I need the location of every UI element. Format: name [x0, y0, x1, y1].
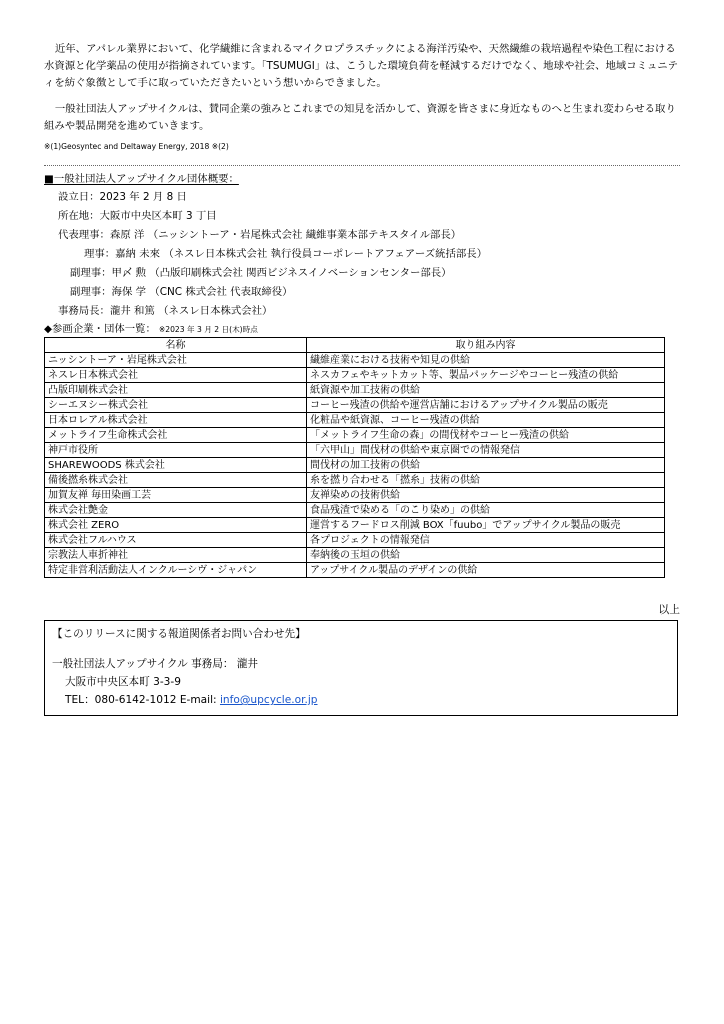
table-row [45, 518, 665, 533]
table-row [45, 563, 665, 578]
table-row [45, 428, 665, 443]
participant-activity: 間伐材の加工技術の供給 [307, 458, 665, 473]
mission-paragraph: 一般社団法人アップサイクルは、賛同企業の強みとこれまでの知見を活かして、資源を皆さまに身近なものへと生まれ変わらせる取り組みや製品開発を進めていきます。 [44, 103, 676, 132]
participant-name: 神戸市役所 [45, 443, 307, 458]
org-established: 設立日：2023 年 2 月 8 日 [58, 191, 187, 203]
table-row [45, 398, 665, 413]
org-vice-director-2: 副理事：海保 学 （CNC 株式会社 代表取締役） [70, 286, 293, 298]
participant-activity: 運営するフードロス削減 BOX「fuubo」でアップサイクル製品の販売 [307, 518, 665, 533]
table-row [45, 533, 665, 548]
participant-activity: 「メットライフ生命の森」の間伐材やコーヒー残渣の供給 [307, 428, 665, 443]
participants-title: ◆参画企業・団体一覧： [44, 323, 156, 335]
table-row [45, 488, 665, 503]
participant-activity: コーヒー残渣の供給や運営店舗におけるアップサイクル製品の販売 [307, 398, 665, 413]
table-header-row [45, 338, 665, 353]
table-row [45, 368, 665, 383]
participant-name: ニッシントーア・岩尾株式会社 [45, 353, 307, 368]
table-row [45, 353, 665, 368]
org-representative: 代表理事：森原 洋 （ニッシントーア・岩尾株式会社 繊維事業本部テキスタイル部長） [58, 229, 462, 241]
table-row [45, 458, 665, 473]
participant-name: 日本ロレアル株式会社 [45, 413, 307, 428]
org-director: 理事：嘉納 未來 （ネスレ日本株式会社 執行役員コーポレートアフェアーズ統括部長） [84, 248, 488, 260]
participant-activity: 糸を撚り合わせる「撚糸」技術の供給 [307, 473, 665, 488]
participants-heading [44, 322, 258, 337]
participant-name: ネスレ日本株式会社 [45, 368, 307, 383]
table-row [45, 503, 665, 518]
participant-activity: アップサイクル製品のデザインの供給 [307, 563, 665, 578]
participant-activity: 各プロジェクトの情報発信 [307, 533, 665, 548]
participants-table-body [45, 353, 665, 578]
participant-activity: 繊維産業における技術や知見の供給 [307, 353, 665, 368]
contact-address: 大阪市中央区本町 3-3-9 [65, 676, 181, 688]
participant-name: SHAREWOODS 株式会社 [45, 458, 307, 473]
table-row [45, 548, 665, 563]
participant-name: 株式会社艶金 [45, 503, 307, 518]
participant-name: 特定非営利活動法人インクルーシヴ・ジャパン [45, 563, 307, 578]
participant-name: メットライフ生命株式会社 [45, 428, 307, 443]
participant-name: 加賀友禅 毎田染画工芸 [45, 488, 307, 503]
contact-tel: TEL：080-6142-1012 E-mail: [65, 694, 220, 706]
participant-activity: 友禅染めの技術供給 [307, 488, 665, 503]
participant-name: 備後撚糸株式会社 [45, 473, 307, 488]
table-row [45, 413, 665, 428]
table-row [45, 383, 665, 398]
org-vice-director-1: 副理事：甲〆 勲 （凸版印刷株式会社 関西ビジネスイノベーションセンター部長） [70, 267, 452, 279]
table-row [45, 473, 665, 488]
contact-org: 一般社団法人アップサイクル 事務局： 瀧井 [52, 658, 259, 670]
org-secretary-general: 事務局長：瀧井 和篤 （ネスレ日本株式会社） [58, 305, 273, 317]
participants-date-note: ※2023 年 3 月 2 日(木)時点 [158, 325, 258, 334]
footnote: ※(1)Geosyntec and Deltaway Energy, 2018 ※(2) [44, 142, 229, 151]
column-header-name: 名称 [45, 338, 307, 353]
org-overview-title: ■一般社団法人アップサイクル団体概要： [44, 173, 239, 185]
press-contact-box [44, 620, 678, 716]
participant-activity: ネスカフェやキットカット等、製品パッケージやコーヒー残渣の供給 [307, 368, 665, 383]
participant-activity: 奉納後の玉垣の供給 [307, 548, 665, 563]
table-row [45, 443, 665, 458]
contact-title: 【このリリースに関する報道関係者お問い合わせ先】 [52, 628, 306, 640]
participant-activity: 「六甲山」間伐材の供給や東京圏での情報発信 [307, 443, 665, 458]
participant-name: 凸版印刷株式会社 [45, 383, 307, 398]
dotted-divider [44, 165, 680, 166]
participant-activity: 化粧品や紙資源、コーヒー残渣の供給 [307, 413, 665, 428]
column-header-activity: 取り組み内容 [307, 338, 665, 353]
org-address: 所在地：大阪市中央区本町 3 丁目 [58, 210, 217, 222]
intro-paragraph: 近年、アパレル業界において、化学繊維に含まれるマイクロプラスチックによる海洋汚染や、天然繊維の栽培過程や染色工程における水資源と化学薬品の使用が指摘されています。「TSUMUGI」は、こうした環境負荷を軽減するだけでなく、地球や社会、地域コミュニティを紡ぐ象徴として手に取っていただきたいという想いからできました。 [44, 43, 679, 89]
participant-name: 株式会社 ZERO [45, 518, 307, 533]
contact-email-link[interactable]: info@upcycle.or.jp [219, 694, 318, 706]
contact-tel-email [65, 692, 318, 708]
participant-name: 株式会社フルハウス [45, 533, 307, 548]
participant-name: シーエヌシー株式会社 [45, 398, 307, 413]
participants-table [44, 337, 665, 578]
participant-name: 宗教法人車折神社 [45, 548, 307, 563]
closing-mark: 以上 [658, 603, 680, 616]
participant-activity: 紙資源や加工技術の供給 [307, 383, 665, 398]
participant-activity: 食品残渣で染める「のこり染め」の供給 [307, 503, 665, 518]
